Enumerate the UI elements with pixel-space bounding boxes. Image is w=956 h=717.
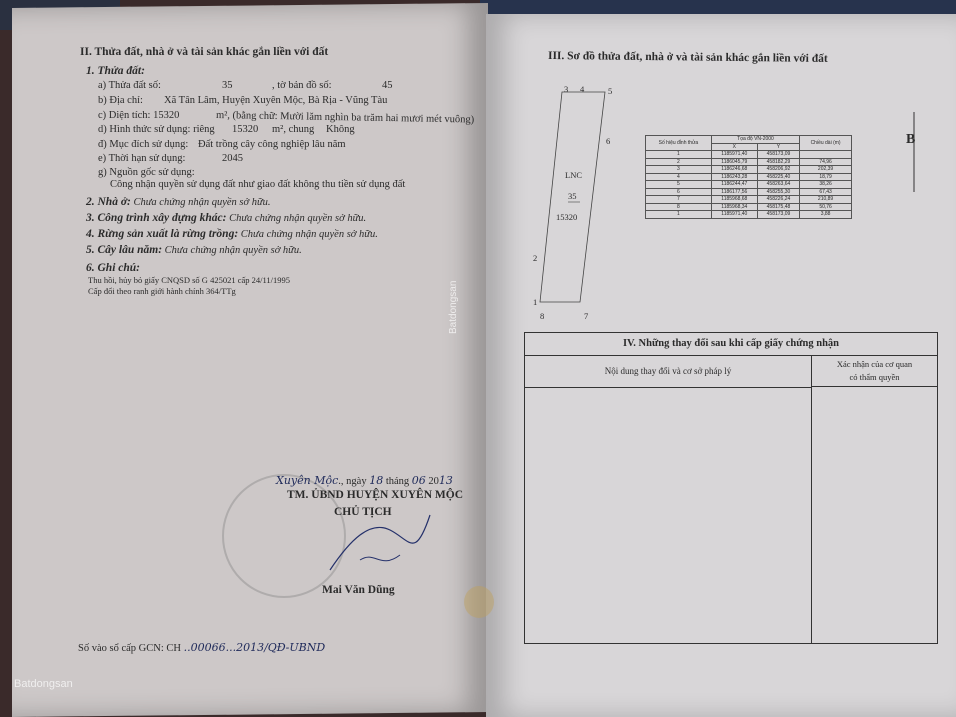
coord-row (646, 158, 852, 166)
north-arrow-icon (910, 112, 918, 192)
registry-label: Số vào sổ cấp GCN: CH (78, 643, 181, 654)
coord-row (646, 188, 852, 196)
coord-cell-p: 5 (646, 181, 712, 189)
area-label: c) Diện tích: 15320 (98, 110, 180, 121)
coord-cell-x: 1186243,28 (711, 173, 757, 181)
watermark-center: Batdongsan (448, 280, 459, 334)
vertex-4: 4 (580, 84, 585, 94)
coord-cell-y: 458225,40 (757, 173, 799, 181)
term-label: e) Thời hạn sử dụng: (98, 153, 186, 164)
stain (464, 586, 494, 618)
house-title: 2. Nhà ở: (86, 196, 131, 208)
coord-cell-p: 2 (646, 158, 712, 166)
vertex-6: 6 (606, 136, 611, 146)
usage-form-area: 15320 (232, 124, 259, 135)
coordinates-table (645, 135, 852, 219)
coord-row (646, 181, 852, 189)
coord-cell-y: 458226,24 (757, 196, 799, 204)
coord-cell-p: 7 (646, 196, 712, 204)
col-system: Tọa độ VN-2000 (711, 136, 799, 144)
origin-value: Công nhận quyền sử dụng đất như giao đất không thu tiền sử dụng đất (110, 179, 406, 190)
changes-col-confirm-line2: có thẩm quyền (849, 372, 900, 382)
usage-form-unit: m², chung (272, 124, 315, 135)
date-month-label: tháng (385, 476, 410, 487)
origin-label: g) Nguồn gốc sử dụng: (98, 167, 195, 178)
section-4-title: IV. Những thay đổi sau khi cấp giấy chứng nhận (525, 333, 937, 356)
parcel-number: 35 (222, 80, 233, 91)
perennial-value: Chưa chứng nhận quyền sở hữu. (164, 245, 302, 256)
coord-cell-p: 8 (646, 203, 712, 211)
changes-col-confirm-line1: Xác nhận của cơ quan (836, 359, 913, 369)
col-y: Y (757, 143, 799, 151)
section-3-title: III. Sơ đồ thửa đất, nhà ở và tài sản khác gắn liền với đất (547, 50, 828, 65)
coord-cell-x: 1186244,47 (711, 181, 757, 189)
perennial-title: 5. Cây lâu năm: (86, 244, 163, 256)
note-line-2: Cấp đổi theo ranh giới hành chính 364/TTg (88, 286, 236, 296)
section-1-title: 1. Thửa đất: (86, 65, 145, 77)
coord-cell-x: 1185971,40 (711, 211, 757, 219)
coord-row (646, 166, 852, 174)
changes-col-confirm (812, 355, 937, 387)
authority: TM. ỦBND HUYỆN XUYÊN MỘC (287, 489, 464, 501)
watermark-bottom: Batdongsan (14, 678, 73, 690)
coord-cell-p: 4 (646, 173, 712, 181)
coord-cell-l: 50,76 (800, 203, 852, 211)
date-text: ., ngày (338, 476, 367, 487)
forest-title: 4. Rừng sản xuất là rừng trồng: (86, 228, 239, 240)
purpose-value: Đất trồng cây công nghiệp lâu năm (198, 139, 346, 150)
chairman-title: CHỦ TỊCH (334, 506, 392, 518)
date-day: 18 (369, 474, 384, 487)
parcel-label: a) Thửa đất số: (98, 80, 161, 91)
coord-row (646, 196, 852, 204)
house-value: Chưa chứng nhận quyền sở hữu. (133, 197, 271, 208)
coord-row (646, 211, 852, 219)
coord-row (646, 203, 852, 211)
coord-cell-p: 1 (646, 211, 712, 219)
coord-cell-y: 458263,64 (757, 181, 799, 189)
col-point: Số hiệu đỉnh thửa (646, 136, 712, 151)
north-arrow-label: B (906, 132, 916, 147)
coord-cell-y: 458173,09 (757, 211, 799, 219)
date-month: 06 (411, 474, 426, 487)
col-length: Chiều dài (m) (800, 136, 852, 151)
term-value: 2045 (222, 153, 243, 164)
plot-number: 35 (568, 191, 577, 201)
coord-cell-l: 18,79 (800, 173, 852, 181)
coord-cell-y: 458173,09 (757, 151, 799, 159)
coord-row (646, 151, 852, 159)
vertex-5: 5 (608, 86, 613, 96)
note-title: 6. Ghi chú: (86, 262, 140, 274)
coord-cell-y: 458182,29 (757, 158, 799, 166)
usage-form-label: d) Hình thức sử dụng: riêng (98, 124, 215, 135)
coord-cell-p: 3 (646, 166, 712, 174)
vertex-7: 7 (584, 311, 589, 321)
date-place: Xuyên Mộc (276, 474, 339, 487)
address-value: Xã Tân Lâm, Huyện Xuyên Mộc, Bà Rịa - Vũng Tàu (164, 95, 388, 106)
registry-value: ..00066...2013/QĐ-UBND (183, 641, 326, 654)
coord-cell-l (800, 151, 852, 159)
date-year-hand: 13 (438, 474, 453, 487)
usage-form-shared: Không (326, 124, 355, 135)
vertex-1: 1 (533, 297, 538, 307)
date-year: 20 (428, 476, 439, 487)
map-sheet-number: 45 (382, 80, 393, 91)
other-works-title: 3. Công trình xây dựng khác: (86, 212, 227, 224)
address-label: b) Địa chỉ: (98, 95, 143, 106)
coord-cell-l: 38,26 (800, 181, 852, 189)
coord-cell-l: 202,39 (800, 166, 852, 174)
plot-area: 15320 (556, 212, 578, 222)
note-line-1: Thu hồi, hủy bỏ giấy CNQSD số G 425021 cấp 24/11/1995 (88, 275, 291, 285)
forest-value: Chưa chứng nhận quyền sở hữu. (240, 229, 378, 240)
coord-cell-x: 1185968,68 (711, 196, 757, 204)
purpose-label: đ) Mục đích sử dụng: (98, 139, 189, 150)
parcel-diagram (530, 80, 630, 320)
col-x: X (711, 143, 757, 151)
coord-cell-x: 1185968,34 (711, 203, 757, 211)
coord-cell-y: 458175,48 (757, 203, 799, 211)
coord-cell-p: 6 (646, 188, 712, 196)
coord-cell-l: 67,43 (800, 188, 852, 196)
coord-cell-y: 458255,30 (757, 188, 799, 196)
map-sheet-label: , tờ bản đồ số: (272, 80, 332, 91)
coord-row (646, 173, 852, 181)
vertex-2: 2 (533, 253, 538, 263)
coord-cell-l: 210,89 (800, 196, 852, 204)
changes-col-content: Nội dung thay đổi và cơ sở pháp lý (525, 355, 812, 388)
signer-name: Mai Văn Dũng (322, 584, 395, 596)
coord-cell-x: 1186045,79 (711, 158, 757, 166)
area-value-text: m², (bằng chữ: Mười lăm nghìn ba trăm hai mươi mét vuông) (215, 110, 475, 126)
coord-cell-x: 1186246,68 (711, 166, 757, 174)
coord-cell-x: 1185971,40 (711, 151, 757, 159)
coord-cell-p: 1 (646, 151, 712, 159)
coord-cell-l: 74,96 (800, 158, 852, 166)
coord-cell-y: 458206,92 (757, 166, 799, 174)
section-2-title: II. Thửa đất, nhà ở và tài sản khác gắn liền với đất (80, 46, 329, 58)
coord-cell-l: 3,88 (800, 211, 852, 219)
plot-land-code: LNC (565, 170, 582, 180)
signature-icon (320, 500, 440, 590)
vertex-3: 3 (564, 84, 569, 94)
changes-table (524, 332, 938, 644)
changes-divider (811, 387, 812, 643)
other-works-value: Chưa chứng nhận quyền sở hữu. (229, 213, 367, 224)
coord-cell-x: 1186177,56 (711, 188, 757, 196)
vertex-8: 8 (540, 311, 545, 321)
